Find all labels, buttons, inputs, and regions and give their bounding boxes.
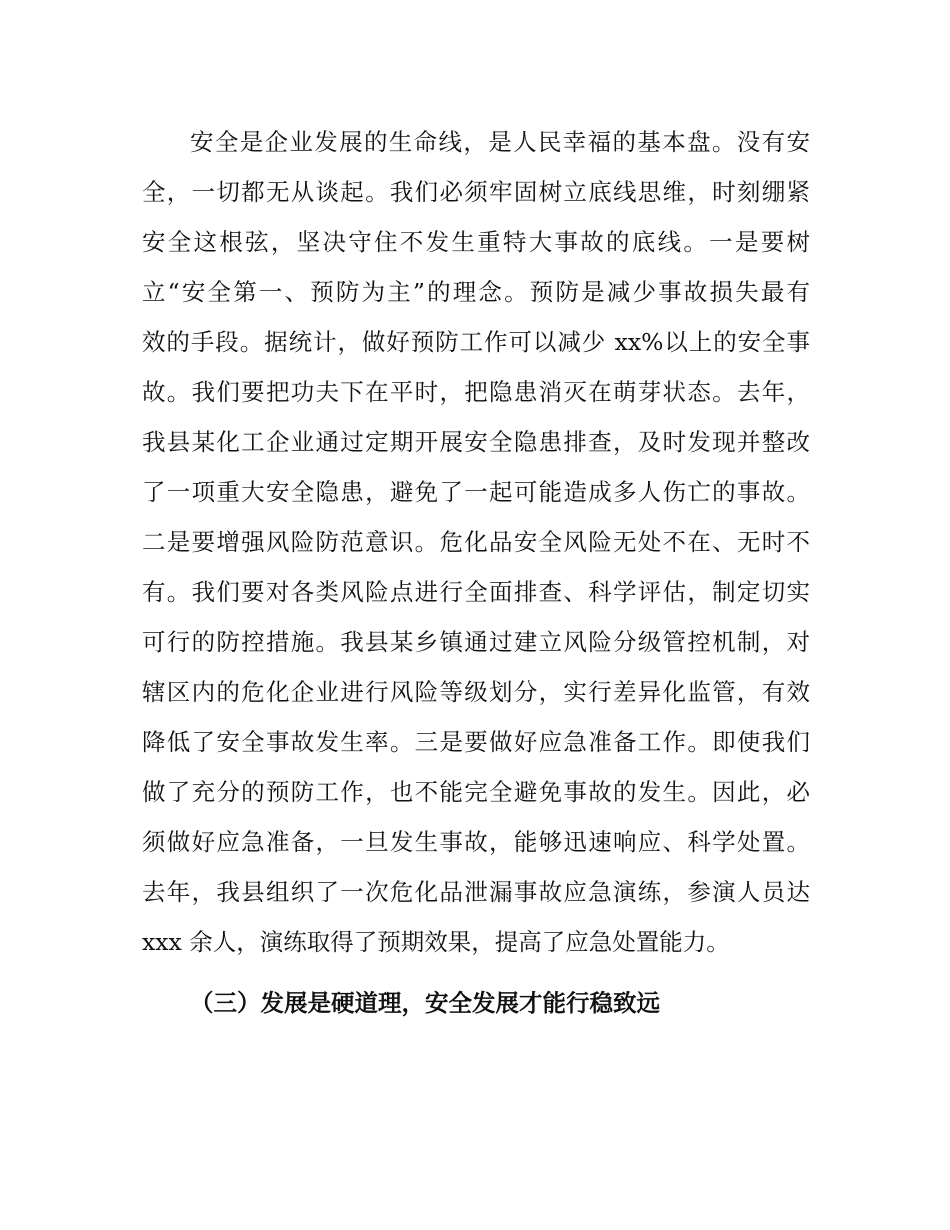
paragraph-line: 去年，我县组织了一次危化品泄漏事故应急演练，参演人员达	[142, 878, 810, 906]
paragraph-line: 可行的防控措施。我县某乡镇通过建立风险分级管控机制，对	[142, 628, 810, 656]
paragraph-line: 了一项重大安全隐患，避免了一起可能造成多人伤亡的事故。	[142, 478, 810, 506]
paragraph-line: 我县某化工企业通过定期开展安全隐患排查，及时发现并整改	[142, 428, 810, 456]
paragraph-line: 辖区内的危化企业进行风险等级划分，实行差异化监管，有效	[142, 678, 810, 706]
paragraph-line: 有。我们要对各类风险点进行全面排查、科学评估，制定切实	[142, 578, 810, 606]
paragraph-line: 立“安全第一、预防为主”的理念。预防是减少事故损失最有	[142, 278, 810, 306]
paragraph-line: 安全是企业发展的生命线，是人民幸福的基本盘。没有安	[190, 128, 810, 156]
paragraph-line: 降低了安全事故发生率。三是要做好应急准备工作。即使我们	[142, 728, 810, 756]
paragraph-line: 二是要增强风险防范意识。危化品安全风险无处不在、无时不	[142, 528, 810, 556]
paragraph-line: 须做好应急准备，一旦发生事故，能够迅速响应、科学处置。	[142, 828, 810, 856]
paragraph-line: 做了充分的预防工作，也不能完全避免事故的发生。因此，必	[142, 778, 810, 806]
paragraph-line: xxx 余人，演练取得了预期效果，提高了应急处置能力。	[142, 928, 730, 956]
section-heading: （三）发展是硬道理，安全发展才能行稳致远	[190, 989, 660, 1017]
paragraph-line: 全，一切都无从谈起。我们必须牢固树立底线思维，时刻绷紧	[142, 178, 810, 206]
paragraph-line: 安全这根弦，坚决守住不发生重特大事故的底线。一是要树	[142, 228, 810, 256]
paragraph-line: 故。我们要把功夫下在平时，把隐患消灭在萌芽状态。去年，	[142, 378, 810, 406]
paragraph-line: 效的手段。据统计，做好预防工作可以减少 xx%以上的安全事	[142, 328, 810, 356]
